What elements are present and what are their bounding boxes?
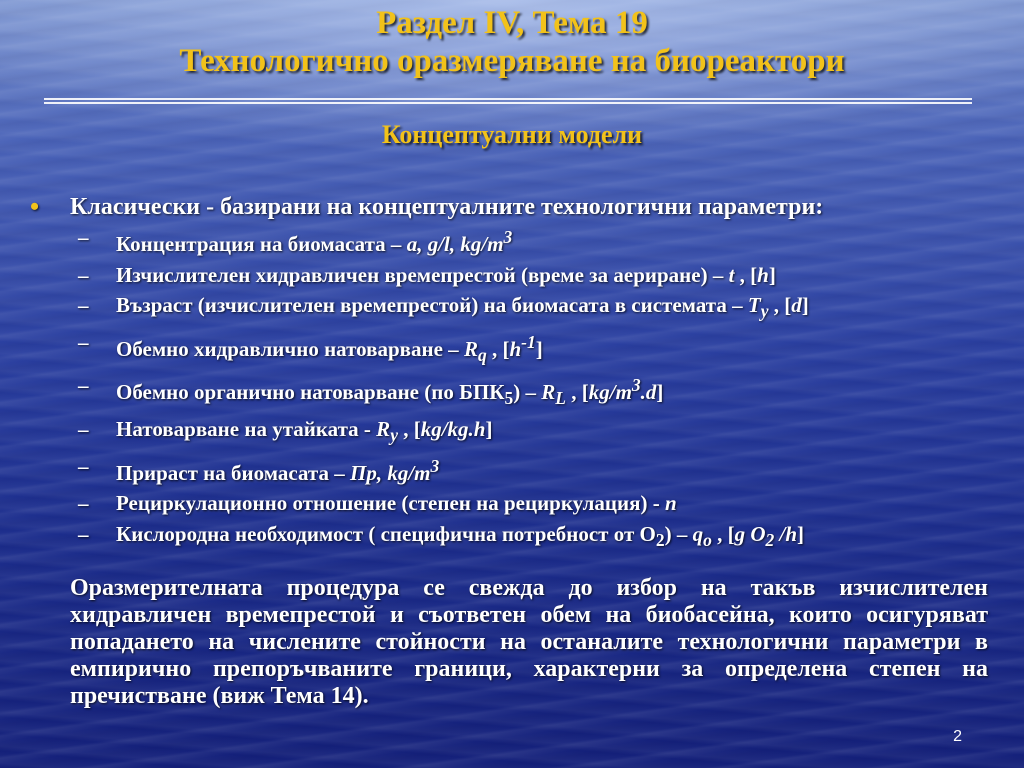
- slide-title-line1: Раздел IV, Тема 19: [376, 5, 648, 41]
- parameter-units-open: , [: [734, 262, 758, 287]
- parameter-units-close: ]: [535, 336, 543, 361]
- parameter-item-organic-loading: [28, 370, 993, 414]
- dash-icon: –: [78, 329, 89, 354]
- slide-subtitle: Концептуални модели: [381, 120, 643, 149]
- parameter-units-open: , [: [711, 521, 735, 546]
- dash-icon: –: [78, 491, 89, 516]
- parameter-label: Рециркулационно отношение (степен на рециркулация) -: [116, 491, 665, 516]
- parameter-units-close: ]: [768, 262, 776, 287]
- parameter-label: Натоварване на утайката -: [116, 417, 377, 442]
- parameter-item-hrt: [28, 260, 993, 291]
- slide-title: [0, 4, 1024, 80]
- summary-paragraph: Оразмерителната процедура се свежда до избор на такъв изчислителен хидравличен времепрестой и съответен обем на биобасейна, които осигуряват попадането на числените стойности на останалите технологични параметри в емпирично препоръчваните граници, характерни за определена степен на пречистване (виж Тема 14).: [70, 575, 988, 710]
- parameter-label: Обемно хидравлично натоварване –: [116, 336, 464, 361]
- dash-icon: –: [78, 417, 89, 442]
- parameter-symbol: T: [747, 293, 761, 317]
- parameter-item-hydraulic-loading: [28, 327, 993, 371]
- parameter-symbol-sub: o: [703, 529, 712, 550]
- parameter-units-close: ]: [801, 293, 809, 317]
- parameter-units-sup: 3: [503, 227, 513, 247]
- oxygen-sub: 2: [655, 529, 665, 550]
- parameter-item-sludge-loading: [28, 414, 993, 451]
- dash-icon: –: [78, 293, 89, 317]
- parameter-label: Възраст (изчислителен времепрестой) на биомасата в системата –: [116, 293, 748, 317]
- dash-icon: –: [78, 453, 89, 478]
- parameter-units-open: , [: [397, 417, 421, 442]
- parameter-symbol: R: [541, 380, 556, 405]
- main-bullet-text: Класически - базирани на концептуалните технологични параметри:: [70, 194, 824, 220]
- parameter-units: kg/m: [588, 380, 632, 405]
- parameter-units-tail: .d: [640, 380, 657, 405]
- bullet-icon: •: [30, 192, 40, 221]
- slide-title-line2: Технологично оразмеряване на биореактори: [179, 43, 845, 79]
- parameter-units-sub: 2: [765, 529, 775, 550]
- parameter-symbol-sub: q: [477, 344, 487, 365]
- parameter-item-oxygen-demand: [28, 519, 993, 556]
- parameter-units: , g/l, kg/m: [417, 232, 504, 256]
- parameter-item-recirculation: [28, 488, 993, 519]
- parameter-symbol: t: [728, 262, 735, 287]
- parameter-symbol: R: [376, 417, 391, 442]
- parameter-label: Обемно органично натоварване (по БПК: [116, 380, 505, 405]
- parameter-item-biomass-growth: [28, 451, 993, 489]
- parameter-units-close: ]: [656, 380, 664, 405]
- parameter-units-sup: 3: [430, 455, 440, 476]
- parameter-symbol: n: [664, 491, 677, 516]
- parameter-units-tail: /h: [774, 521, 798, 546]
- parameter-units-open: , [: [768, 293, 792, 317]
- parameter-units: h: [757, 262, 769, 287]
- main-bullet: [28, 192, 993, 222]
- parameter-units-open: , [: [566, 380, 589, 405]
- parameter-symbol-sub: y: [390, 425, 398, 446]
- dash-icon: –: [78, 262, 89, 287]
- parameter-item-sludge-age: [28, 290, 993, 327]
- parameter-units: , kg/m: [376, 460, 431, 485]
- parameter-label-cont: ) –: [664, 521, 693, 546]
- parameter-item-concentration: [28, 222, 993, 260]
- parameter-label-cont: ) –: [513, 380, 542, 405]
- parameter-units-close: ]: [485, 417, 493, 442]
- parameter-list: [28, 222, 993, 555]
- parameter-symbol: R: [463, 336, 478, 361]
- parameter-label: Изчислителен хидравличен времепрестой (време за аериране) –: [116, 262, 729, 287]
- parameter-units: d: [791, 293, 802, 317]
- dash-icon: –: [78, 521, 89, 546]
- parameter-symbol: a: [406, 232, 418, 256]
- title-divider: [44, 98, 972, 104]
- dash-icon: –: [78, 373, 89, 398]
- parameter-units: h: [509, 336, 522, 361]
- parameter-units-sup: 3: [631, 375, 641, 396]
- parameter-units: kg/kg.h: [420, 417, 486, 442]
- parameter-units-open: , [: [486, 336, 510, 361]
- parameter-symbol-sub: y: [760, 301, 769, 322]
- dash-icon: –: [78, 225, 89, 249]
- page-number: 2: [953, 728, 962, 745]
- parameter-label: Кислородна необходимост ( специфична потребност от О: [116, 521, 656, 546]
- parameter-symbol: q: [692, 521, 704, 546]
- parameter-units-sup: -1: [521, 331, 536, 352]
- parameter-symbol-sub: L: [555, 388, 566, 409]
- parameter-units-close: ]: [797, 521, 805, 546]
- parameter-label: Концентрация на биомасата –: [116, 232, 407, 256]
- parameter-units: g O: [734, 521, 766, 546]
- slide-body: [28, 192, 993, 710]
- bod-sub: 5: [504, 388, 514, 409]
- parameter-label: Прираст на биомасата –: [116, 460, 350, 485]
- parameter-symbol: Пр: [350, 460, 377, 485]
